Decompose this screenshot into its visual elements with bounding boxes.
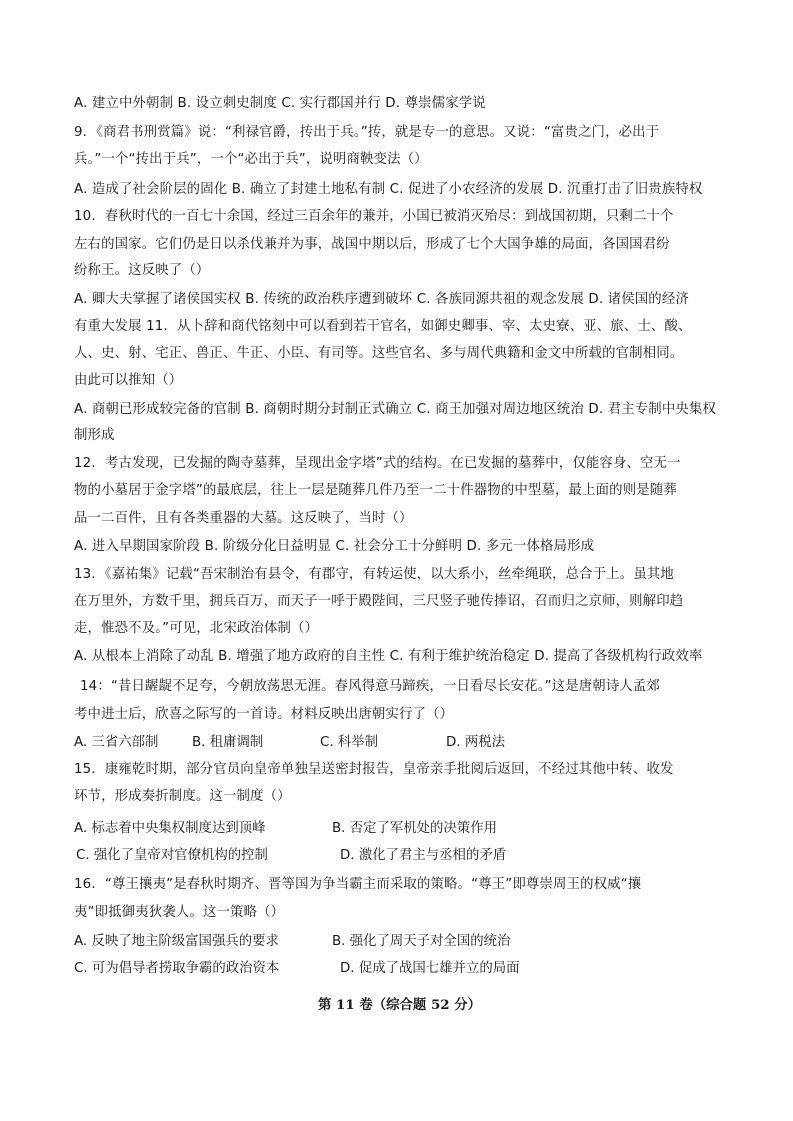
q11-options-wrap: 制形成 [74,428,115,443]
q14-option-d: D. 两税法 [446,735,505,750]
q9-stem-line-2: 兵。”一个“抟出于兵”，一个“必出于兵”，说明商鞅变法（） [74,152,428,167]
q14-option-c: C. 科举制 [320,735,379,750]
q16-option-c: C. 可为倡导者捞取争霸的政治资本 [74,961,280,976]
q13-stem-line-1: 13．《嘉祐集》记载“吾宋制治有县令，有郡守，有转运使，以大系小，丝牵绳联，总合于上。虽其地 [74,567,674,582]
q15-option-c: C. 强化了皇帝对官僚机构的控制 [76,848,268,863]
q16-stem-line-1: 16．“尊王攘夷”是春秋时期齐、晋等国为争当霸主而采取的策略。“尊王”即尊崇周王的权威“攘 [74,877,642,892]
q10-stem-line-1: 10．春秋时代的一百七十余国，经过三百余年的兼并，小国已被消灭殆尽：到战国初期，只剩二十个 [74,209,674,224]
q11-stem-line-1: 有重大发展 11．从卜辞和商代铭刻中可以看到若干官名，如御史卿事、宰、太史寮、亚、旅、士、酸、 [74,319,692,334]
q14-option-b: B. 租庸调制 [192,735,264,750]
q16-option-b: B. 强化了周天子对全国的统治 [332,934,511,949]
q10-stem-line-2: 左右的国家。它们仍是日以杀伐兼并为事，战国中期以后，形成了七个大国争雄的局面，各国国君纷 [74,237,670,252]
q14-stem-line-2: 考中进士后，欣喜之际写的一首诗。材料反映出唐朝实行了（） [74,707,454,722]
q12-stem-line-1: 12．考古发现，已发掘的陶寺墓葬，呈现出金字塔”式的结构。在已发掘的墓葬中，仅能容身、空无一 [74,456,681,471]
q15-stem-line-1: 15．康雍乾时期，部分官员向皇帝单独呈送密封报告，皇帝亲手批阅后返回，不经过其他中转、收发 [74,762,674,777]
q16-option-a: A. 反映了地主阶级富国强兵的要求 [74,934,279,949]
q9-stem-line-1: 9．《商君书刑赏篇》说：“利禄官爵，抟出于兵。”抟，就是专一的意思。又说：“富贵之门，必出于 [74,125,660,140]
q14-stem-line-1: 14：“昔日龌龊不足夸，今朝放荡思无涯。春风得意马蹄疾，一日看尽长安花。”这是唐朝诗人孟郊 [80,679,660,694]
q11-stem-line-2: 人、史、射、宅正、兽正、牛正、小臣、有司等。这些官名、多与周代典籍和金文中所载的官制相同。 [74,346,684,361]
q15-option-a: A. 标志着中央集权制度达到顶峰 [74,821,266,836]
q14-option-a: A. 三省六部制 [74,735,159,750]
q16-option-d: D. 促成了战国七雄并立的局面 [340,961,520,976]
q16-stem-line-2: 夷”即抵御夷狄袭人。这一策略（） [74,905,285,920]
q11-options: A. 商朝已形成较完备的官制 B. 商朝时期分封制正式确立 C. 商王加强对周边地区统治 D. 君主专制中央集权 [74,402,717,417]
q9-options: A. 造成了社会阶层的固化 B. 确立了封建土地私有制 C. 促进了小农经济的发展 D. 沉重打击了旧贵族特权 [74,182,703,197]
q12-stem-line-2: 物的小墓居于金字塔”的最底层，往上一层是随葬几件乃至一二十件器物的中型墓，最上面的则是随葬 [74,483,677,498]
q12-stem-line-3: 品一二百件，且有各类重器的大墓。这反映了，当时（） [74,511,413,526]
q8-options: A. 建立中外朝制 B. 设立刺史制度 C. 实行郡国并行 D. 尊崇儒家学说 [74,96,486,111]
q13-options: A. 从根本上消除了动乱 B. 增强了地方政府的自主性 C. 有利于维护统治稳定 D. 提高了各级机构行政效率 [74,649,703,664]
q15-option-d: D. 激化了君主与丞相的矛盾 [340,848,507,863]
q15-option-b: B. 否定了军机处的决策作用 [332,821,497,836]
q15-stem-line-2: 环节，形成奏折制度。这一制度（） [74,789,291,804]
q10-stem-line-3: 纷称王。这反映了（） [74,263,210,278]
q12-options: A. 进入早期国家阶段 B. 阶级分化日益明显 C. 社会分工十分鲜明 D. 多元一体格局形成 [74,539,595,554]
q13-stem-line-2: 在万里外，方数千里，拥兵百万，而天子一呼于殿陛间，三尺竖子驰传捧诏，召而归之京师，则解印趋 [74,594,684,609]
q10-options: A. 卿大夫掌握了诸侯国实权 B. 传统的政治秩序遭到破坏 C. 各族同源共祖的观念发展 D. 诸侯国的经济 [74,292,689,307]
section-title: 第 11 卷（综合题 52 分） [318,997,482,1013]
q13-stem-line-3: 走，惟恐不及。”可见，北宋政治体制（） [74,621,319,636]
q11-stem-line-3: 由此可以推知（） [74,373,183,388]
